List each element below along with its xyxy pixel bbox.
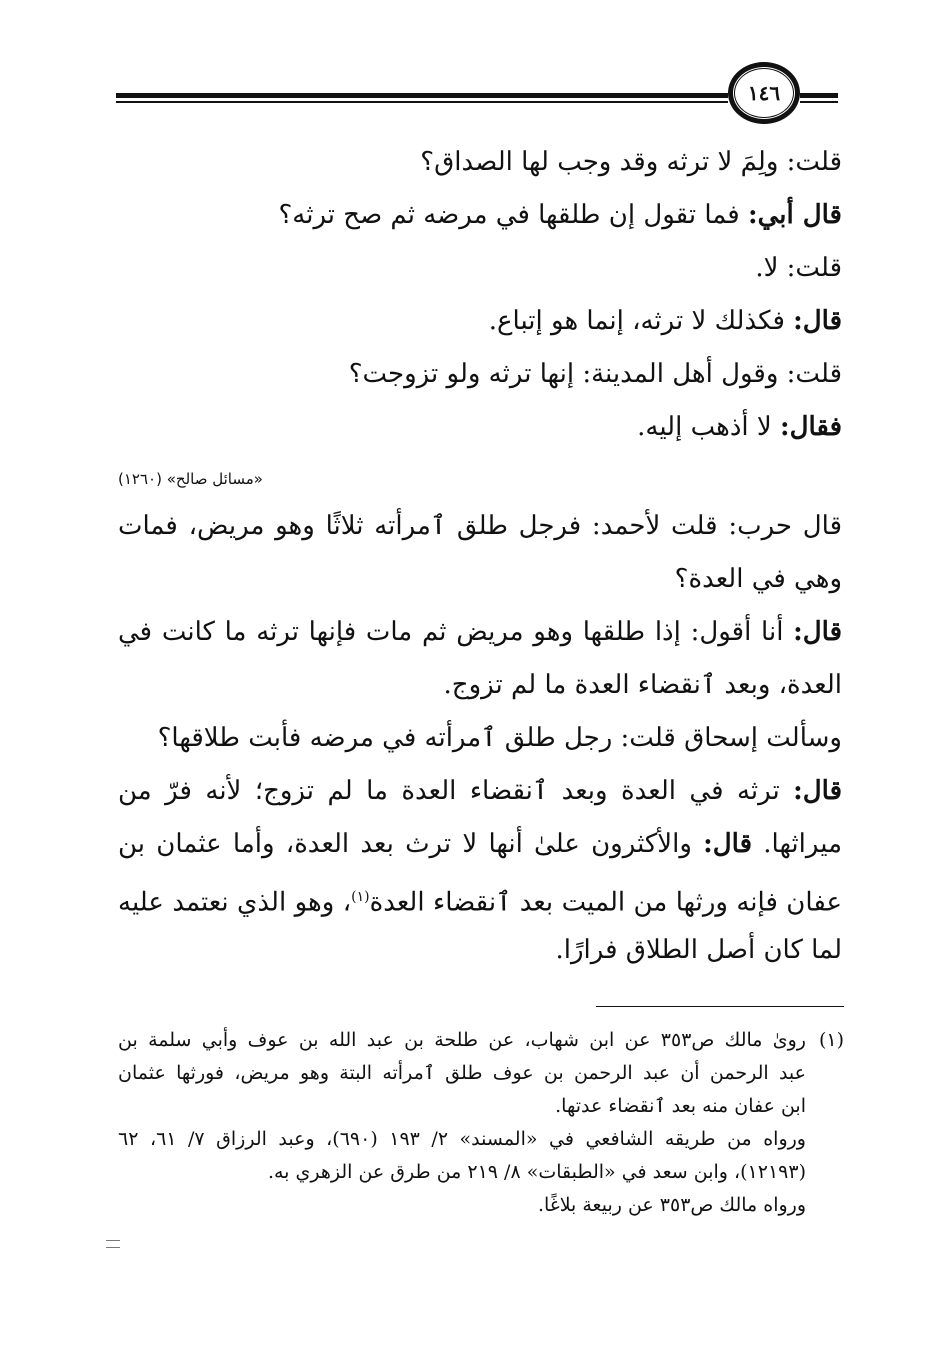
footnote-line: (١٢١٩٣)، وابن سعد في «الطبقات» ٨/ ٢١٩ من طرق عن الزهري به. [267,1161,806,1183]
speaker-label: قال: [793,776,842,806]
footnote-line: ورواه مالك ص٣٥٣ عن ربيعة بلاغًا. [537,1194,806,1216]
dialogue-text: فما تقول إن طلقها في مرضه ثم صح ترثه؟ [278,200,748,230]
speaker-label: قلت: [786,253,842,283]
dialogue-text: فكذلك لا ترثه، إنما هو إتباع. [488,306,794,336]
footnote-body [118,1024,806,1222]
dialogue-text: لا أذهب إليه. [637,412,780,442]
footnote-1 [118,1024,844,1222]
footnote-number: (١) [818,1029,844,1051]
dialogue-block [118,136,842,454]
footnote-separator [596,1006,844,1007]
dialogue-text: وقول أهل المدينة: إنها ترثه ولو تزوجت؟ [348,359,787,389]
dialogue-line-6 [118,401,842,454]
paragraph-line: العدة، وبعد ٱنقضاء العدة ما لم تزوج. [443,670,842,700]
paragraph-text: عفان فإنه ورثها من الميت بعد ٱنقضاء العدة [369,887,842,918]
paragraph-line [118,871,842,924]
paragraph-line [118,765,842,818]
speaker-label: قلت: [786,147,842,177]
footnote-reference[interactable]: (١) [351,889,370,905]
footnotes-section [118,1024,844,1222]
dialogue-line-5 [118,348,842,401]
dialogue-line-3 [118,242,842,295]
dialogue-text: ولِمَ لا ترثه وقد وجب لها الصداق؟ [420,147,787,177]
paragraph-line: قال حرب: قلت لأحمد: فرجل طلق ٱمرأته ثلاثًا وهو مريض، فمات [118,511,842,541]
source-citation: «مسائل صالح» (١٢٦٠) [118,470,263,488]
paragraph-line: لما كان أصل الطلاق فرارًا. [555,935,842,965]
main-paragraphs [118,500,842,977]
margin-mark [106,1240,120,1248]
speaker-label: قال: [793,617,842,647]
footnote-line: ابن عفان منه بعد ٱنقضاء عدتها. [555,1095,806,1117]
paragraph-line: وهي في العدة؟ [674,564,842,594]
header-rule-thin [116,101,728,103]
dialogue-line-4 [118,295,842,348]
paragraph-line [118,606,842,659]
page-badge-inner-ring [734,68,794,118]
footnote-line: رویٰ مالك ص٣٥٣ عن ابن شهاب، عن طلحة بن عبد الله بن عوف وأبي سلمة بن [118,1029,806,1051]
dialogue-line-2 [118,189,842,242]
footnote-line: ورواه من طريقه الشافعي في «المسند» ٢/ ١٩٣ (٦٩٠)، وعبد الرزاق ٧/ ٦١، ٦٢ [118,1128,806,1150]
paragraph-text: ميراثها. [752,829,843,859]
speaker-label: قلت: [786,359,842,389]
header-rule-thick [116,93,728,98]
header-rule-right [800,93,838,98]
paragraph-text: والأكثرون علىٰ أنها لا ترث بعد العدة، وأما عثمان بن [118,829,704,859]
speaker-label: قال أبي: [747,200,842,230]
paragraph-line: وسألت إسحاق قلت: رجل طلق ٱمرأته في مرضه فأبت طلاقها؟ [157,723,842,753]
header-rule-right-thin [800,101,838,103]
paragraph-text: ، وهو الذي نعتمد عليه [118,887,352,918]
page-header [0,0,938,130]
paragraph-line [118,818,842,871]
paragraph-text: أنا أقول: إذا طلقها وهو مريض ثم مات فإنها ترثه ما كانت في [118,617,794,647]
footnote-line: عبد الرحمن أن عبد الرحمن بن عوف طلق ٱمرأته البتة وهو مريض، فورثها عثمان [118,1062,806,1084]
dialogue-text: لا. [755,253,787,283]
speaker-label: قال: [793,306,842,336]
paragraph-text: ترثه في العدة وبعد ٱنقضاء العدة ما لم تزوج؛ لأنه فرّ من [118,776,794,806]
speaker-label: فقال: [780,412,842,442]
speaker-label: قال: [703,829,753,859]
page-number: ١٤٦ [747,81,781,105]
dialogue-line-1 [118,136,842,189]
